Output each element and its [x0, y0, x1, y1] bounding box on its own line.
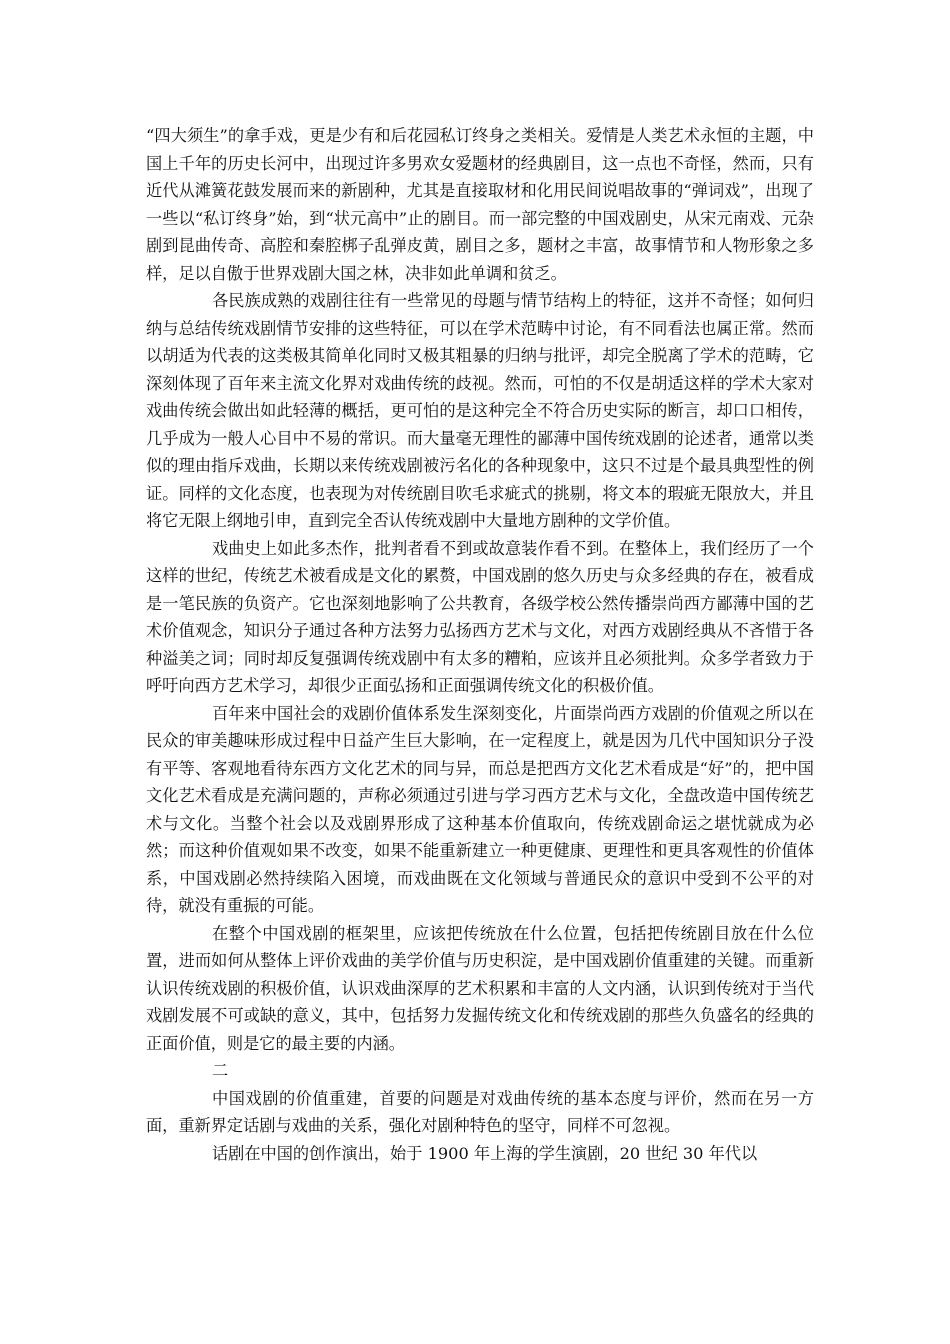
paragraph-7: 话剧在中国的创作演出，始于 1900 年上海的学生演剧，20 世纪 30 年代以: [212, 1143, 758, 1163]
paragraph-1: “四大须生”的拿手戏，更是少有和后花园私订终身之类相关。爱情是人类艺术永恒的主题，中国上千年的历史长河中，出现过许多男欢女爱题材的经典剧目，这一点也不奇怪，然而，只有近代从滩簧花鼓发展而来的新剧种，尤其是直接取材和化用民间说唱故事的“弹词戏”，出现了一些以“私订终身”始，到“状元高中”止的剧目。而一部完整的中国戏剧史，从宋元南戏、元杂剧到昆曲传奇、高腔和秦腔梆子乱弹皮黄，剧目之多，题材之丰富，故事情节和人物形象之多样，足以自傲于世界戏剧大国之林，决非如此单调和贫乏。: [146, 126, 814, 283]
paragraph-3: 戏曲史上如此多杰作，批判者看不到或故意装作看不到。在整体上，我们经历了一个这样的世纪，传统艺术被看成是文化的累赘，中国戏剧的悠久历史与众多经典的存在，被看成是一笔民族的负资产。它也深刻地影响了公共教育，各级学校公然传播崇尚西方鄙薄中国的艺术价值观念，知识分子通过各种方法努力弘扬西方艺术与文化，对西方戏剧经典从不吝惜于各种溢美之词；同时却反复强调传统戏剧中有太多的糟粕，应该并且必须批判。众多学者致力于呼吁向西方艺术学习，却很少正面弘扬和正面强调传统文化的积极价值。: [146, 538, 814, 695]
paragraph-2: 各民族成熟的戏剧往往有一些常见的母题与情节结构上的特征，这并不奇怪；如何归纳与总结传统戏剧情节安排的这些特征，可以在学术范畴中讨论，有不同看法也属正常。然而以胡适为代表的这类极其简单化同时又极其粗暴的归纳与批评，却完全脱离了学术的范畴，它深刻体现了百年来主流文化界对戏曲传统的歧视。然而，可怕的不仅是胡适这样的学术大家对戏曲传统会做出如此轻薄的概括，更可怕的是这种完全不符合历史实际的断言，却口口相传，几乎成为一般人心目中不易的常识。而大量毫无理性的鄙薄中国传统戏剧的论述者，通常以类似的理由指斥戏曲，长期以来传统戏剧被污名化的各种现象中，这只不过是个最具典型性的例证。同样的文化态度，也表现为对传统剧目吹毛求疵式的挑剔，将文本的瑕疵无限放大，并且将它无限上纲地引申，直到完全否认传统戏剧中大量地方剧种的文学价值。: [146, 291, 814, 530]
section-heading: 二: [212, 1061, 229, 1080]
document-page: [146, 122, 814, 1167]
paragraph-5: 在整个中国戏剧的框架里，应该把传统放在什么位置，包括把传统剧目放在什么位置，进而如何从整体上评价戏曲的美学价值与历史积淀，是中国戏剧价值重建的关键。而重新认识传统戏剧的积极价值，认识戏曲深厚的艺术积累和丰富的人文内涵，认识到传统对于当代戏剧发展不可或缺的意义，其中，包括努力发掘传统文化和传统戏剧的那些久负盛名的经典的正面价值，则是它的最主要的内涵。: [146, 923, 814, 1053]
paragraph-6: 中国戏剧的价值重建，首要的问题是对戏曲传统的基本态度与评价，然而在另一方面，重新界定话剧与戏曲的关系，强化对剧种特色的坚守，同样不可忽视。: [146, 1088, 814, 1135]
paragraph-4: 百年来中国社会的戏剧价值体系发生深刻变化，片面崇尚西方戏剧的价值观之所以在民众的审美趣味形成过程中日益产生巨大影响，在一定程度上，就是因为几代中国知识分子没有平等、客观地看待东西方文化艺术的同与异，而总是把西方文化艺术看成是“好”的，把中国文化艺术看成是充满问题的，声称必须通过引进与学习西方艺术与文化，全盘改造中国传统艺术与文化。当整个社会以及戏剧界形成了这种基本价值取向，传统戏剧命运之堪忧就成为必然；而这种价值观如果不改变，如果不能重新建立一种更健康、更理性和更具客观性的价值体系，中国戏剧必然持续陷入困境，而戏曲既在文化领域与普通民众的意识中受到不公平的对待，就没有重振的可能。: [146, 703, 814, 915]
